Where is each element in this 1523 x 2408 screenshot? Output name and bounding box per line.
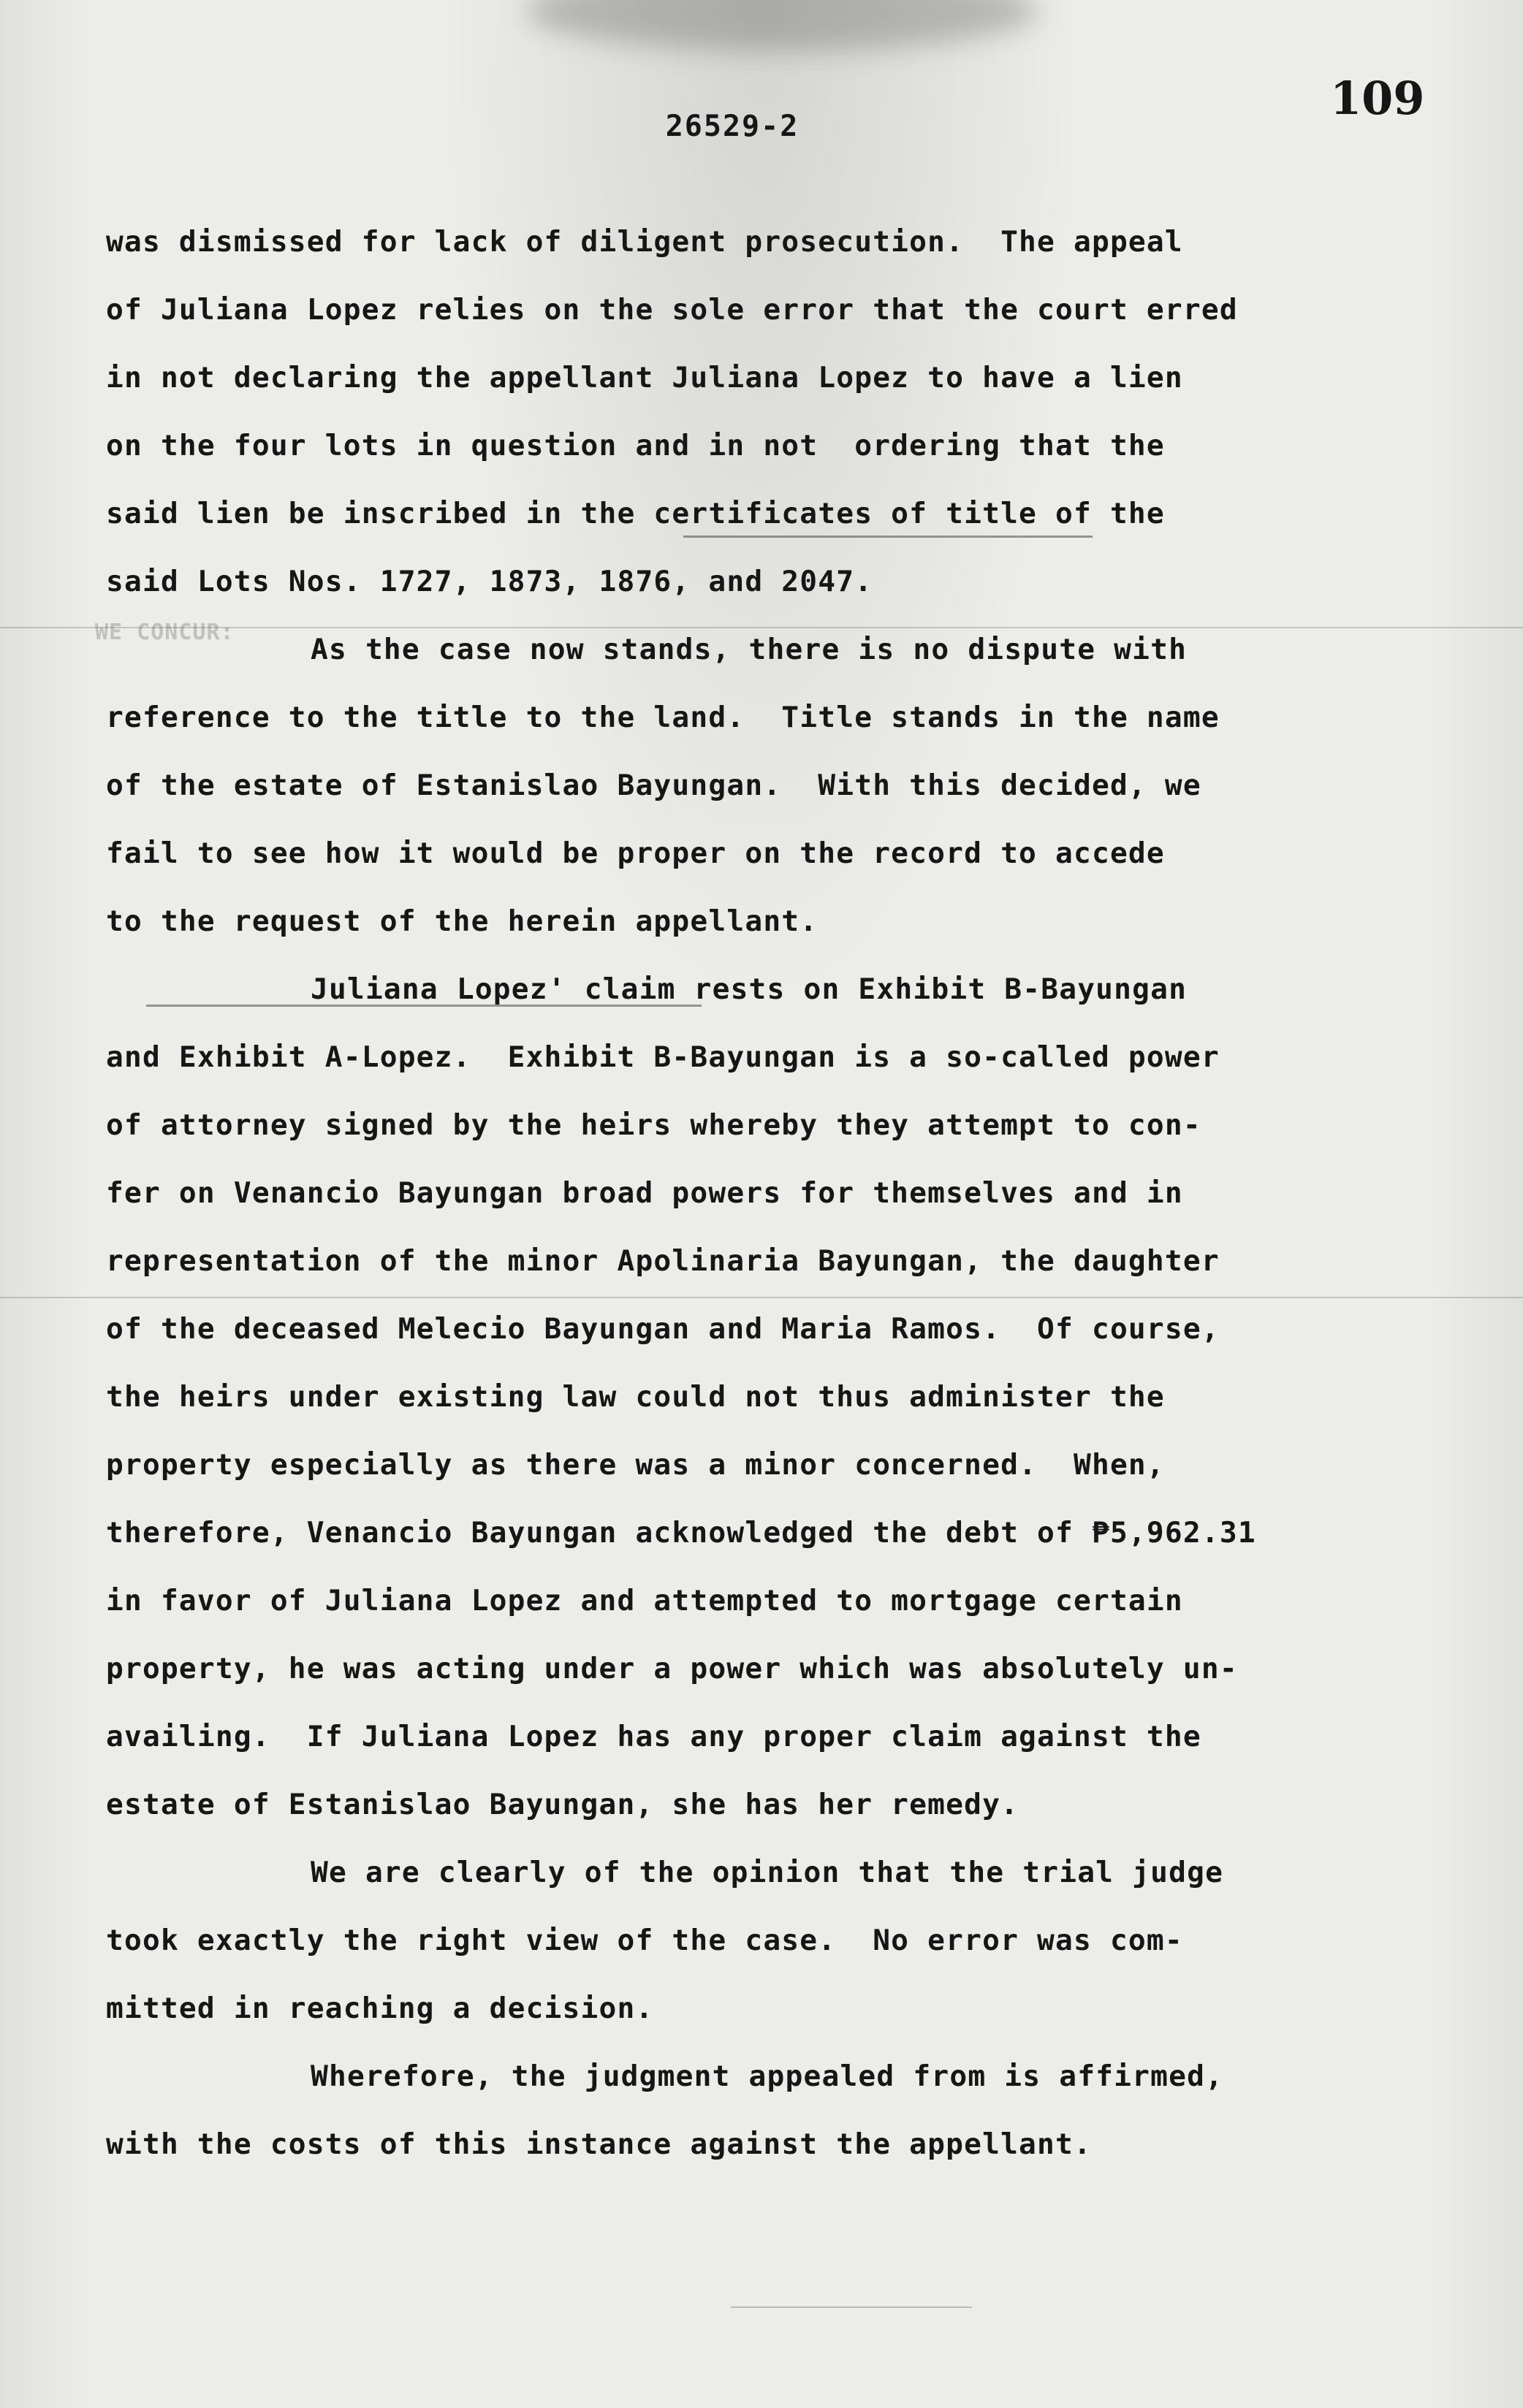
document-number: 26529-2 [665,110,800,143]
text-line: property, he was acting under a power which was absolutely un- [106,1652,1238,1685]
text-line: on the four lots in question and in not ordering that the [106,429,1165,462]
text-line: in not declaring the appellant Juliana Lopez to have a lien [106,361,1183,395]
paragraph-start: We are clearly of the opinion that the trial judge [311,1856,1224,1889]
text-line: fer on Venancio Bayungan broad powers for themselves and in [106,1176,1183,1210]
text-line: of Juliana Lopez relies on the sole error that the court erred [106,293,1238,327]
text-line: therefore, Venancio Bayungan acknowledged the debt of ₱5,962.31 [106,1516,1256,1550]
paragraph-start: As the case now stands, there is no dispute with [311,633,1188,666]
paragraph-start: Juliana Lopez' claim rests on Exhibit B-Bayungan [311,972,1188,1006]
text-line: mitted in reaching a decision. [106,1992,654,2025]
text-line: and Exhibit A-Lopez. Exhibit B-Bayungan is a so-called power [106,1040,1220,1074]
text-line: reference to the title to the land. Title stands in the name [106,701,1220,734]
text-line: property especially as there was a minor concerned. When, [106,1448,1165,1482]
text-line: said Lots Nos. 1727, 1873, 1876, and 2047. [106,565,873,598]
page-number: 109 [1330,72,1425,125]
text-line: estate of Estanislao Bayungan, she has her remedy. [106,1788,1019,1821]
text-line: availing. If Juliana Lopez has any proper claim against the [106,1720,1201,1753]
scan-smudge [526,0,1038,51]
text-line: with the costs of this instance against the appellant. [106,2127,1092,2161]
text-line: the heirs under existing law could not thus administer the [106,1380,1165,1414]
text-line: of the deceased Melecio Bayungan and Maria Ramos. Of course, [106,1312,1220,1346]
text-line: of the estate of Estanislao Bayungan. With this decided, we [106,769,1201,802]
bleed-through-text: WE CONCUR: [95,620,235,645]
text-line: in favor of Juliana Lopez and attempted to mortgage certain [106,1584,1183,1618]
text-line: said lien be inscribed in the certificates of title of the [106,497,1165,530]
text-line: to the request of the herein appellant. [106,904,819,938]
text-line: was dismissed for lack of diligent prosecution. The appeal [106,225,1183,259]
text-line: took exactly the right view of the case. No error was com- [106,1924,1183,1957]
paragraph-start: Wherefore, the judgment appealed from is affirmed, [311,2060,1224,2093]
opinion-text [106,208,1392,2179]
text-line: of attorney signed by the heirs whereby they attempt to con- [106,1108,1201,1142]
text-line: fail to see how it would be proper on the record to accede [106,837,1165,870]
bottom-rule [731,2306,972,2308]
text-line: representation of the minor Apolinaria Bayungan, the daughter [106,1244,1220,1278]
